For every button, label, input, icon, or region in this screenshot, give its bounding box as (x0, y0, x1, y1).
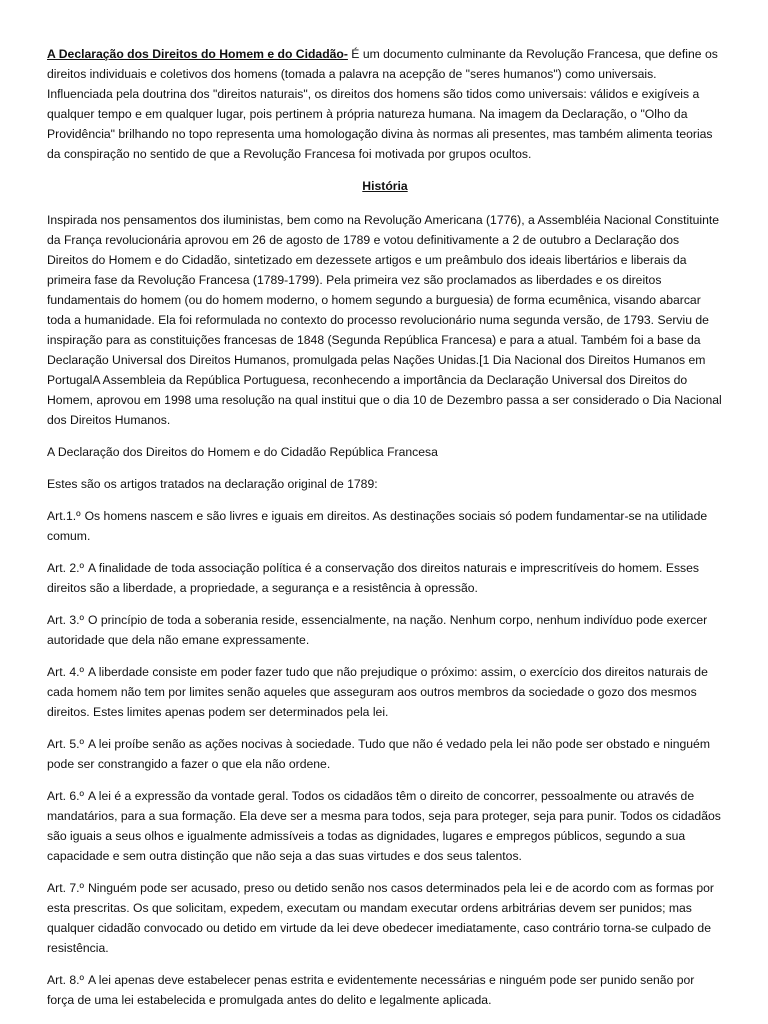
article-text: A lei proíbe senão as ações nocivas à sociedade. Tudo que não é vedado pela lei não pode ser obstado e ninguém pode ser constrangido a fazer o que ela não ordene. (47, 737, 710, 771)
article-item (47, 558, 723, 598)
article-label: Art. 6.º (47, 789, 84, 803)
article-text: A finalidade de toda associação política é a conservação dos direitos naturais e imprescritíveis do homem. Esses direitos são a liberdade, a propriedade, a segurança e a resistência à opressão. (47, 561, 700, 595)
article-label: Art. 4.º (47, 665, 84, 679)
article-label: Art.1.º (47, 509, 81, 523)
article-label: Art. 5.º (47, 737, 84, 751)
document-page (47, 44, 723, 1022)
article-text: A lei apenas deve estabelecer penas estrita e evidentemente necessárias e ninguém pode ser punido senão por força de uma lei estabelecida e promulgada antes do delito e legalmente aplicada. (47, 973, 695, 1007)
intro-paragraph (47, 44, 723, 164)
article-item (47, 662, 723, 722)
article-label: Art. 3.º (47, 613, 84, 627)
article-label: Art. 7.º (47, 881, 84, 895)
articles-list (47, 506, 723, 1010)
article-text: A lei é a expressão da vontade geral. Todos os cidadãos têm o direito de concorrer, pessoalmente ou através de mandatários, para a sua formação. Ela deve ser a mesma para todos, seja para proteger, seja para punir. Todos os cidadãos são iguais a seus olhos e igualmente admissíveis a todas as dignidades, lugares e empregos públicos, segundo a sua capacidade e sem outra distinção que não seja a das suas virtudes e dos seus talentos. (47, 789, 721, 863)
article-text: A liberdade consiste em poder fazer tudo que não prejudique o próximo: assim, o exercício dos direitos naturais de cada homem não tem por limites senão aqueles que asseguram aos outros membros da sociedade o gozo dos mesmos direitos. Estes limites apenas podem ser determinados pela lei. (47, 665, 708, 719)
article-text: Os homens nascem e são livres e iguais em direitos. As destinações sociais só podem fundamentar-se na utilidade comum. (47, 509, 708, 543)
article-item (47, 786, 723, 866)
article-label: Art. 2.º (47, 561, 84, 575)
intro-text: É um documento culminante da Revolução Francesa, que define os direitos individuais e coletivos dos homens (tomada a palavra na acepção de "seres humanos") como universais. Influenciada pela doutrina dos "direitos naturais", os direitos dos homens são tidos como universais: válidos e exigíveis a qualquer tempo e em qualquer lugar, pois pertinem à própria natureza humana. Na imagem da Declaração, o "Olho da Providência" brilhando no topo representa uma homologação divina às normas ali presentes, mas também alimenta teorias da conspiração no sentido de que a Revolução Francesa foi motivada por grupos ocultos. (47, 47, 718, 161)
history-heading: História (362, 179, 408, 193)
article-item (47, 970, 723, 1010)
history-paragraph: Inspirada nos pensamentos dos iluministas, bem como na Revolução Americana (1776), a Assembléia Nacional Constituinte da França revolucionária aprovou em 26 de agosto de 1789 e votou definitivamente a 2 de outubro a Declaração dos Direitos do Homem e do Cidadão, sintetizado em dezessete artigos e um preâmbulo dos ideais libertários e liberais da primeira fase da Revolução Francesa (1789-1799). Pela primeira vez são proclamados as liberdades e os direitos fundamentais do homem (ou do homem moderno, o homem segundo a burguesia) de forma ecumênica, visando abarcar toda a humanidade. Ela foi reformulada no contexto do processo revolucionário numa segunda versão, de 1793. Serviu de inspiração para as constituições francesas de 1848 (Segunda República Francesa) e para a atual. Também foi a base da Declaração Universal dos Direitos Humanos, promulgada pelas Nações Unidas.[1 Dia Nacional dos Direitos Humanos em PortugalA Assembleia da República Portuguesa, reconhecendo a importância da Declaração Universal dos Direitos do Homem, aprovou em 1998 uma resolução na qual institui que o dia 10 de Dezembro passa a ser considerado o Dia Nacional dos Direitos Humanos. (47, 213, 722, 427)
article-item (47, 610, 723, 650)
intro-title: A Declaração dos Direitos do Homem e do Cidadão- (47, 47, 348, 61)
article-text: O princípio de toda a soberania reside, essencialmente, na nação. Nenhum corpo, nenhum indivíduo pode exercer autoridade que dela não emane expressamente. (47, 613, 708, 647)
article-item (47, 506, 723, 546)
article-label: Art. 8.º (47, 973, 84, 987)
article-item (47, 878, 723, 958)
article-item (47, 734, 723, 774)
articles-intro: Estes são os artigos tratados na declaração original de 1789: (47, 477, 378, 491)
article-text: Ninguém pode ser acusado, preso ou detido senão nos casos determinados pela lei e de acordo com as formas por esta prescritas. Os que solicitam, expedem, executam ou mandam executar ordens arbitrárias devem ser punidos; mas qualquer cidadão convocado ou detido em virtude da lei deve obedecer imediatamente, caso contrário torna-se culpado de resistência. (47, 881, 714, 955)
declaration-line: A Declaração dos Direitos do Homem e do Cidadão República Francesa (47, 445, 438, 459)
